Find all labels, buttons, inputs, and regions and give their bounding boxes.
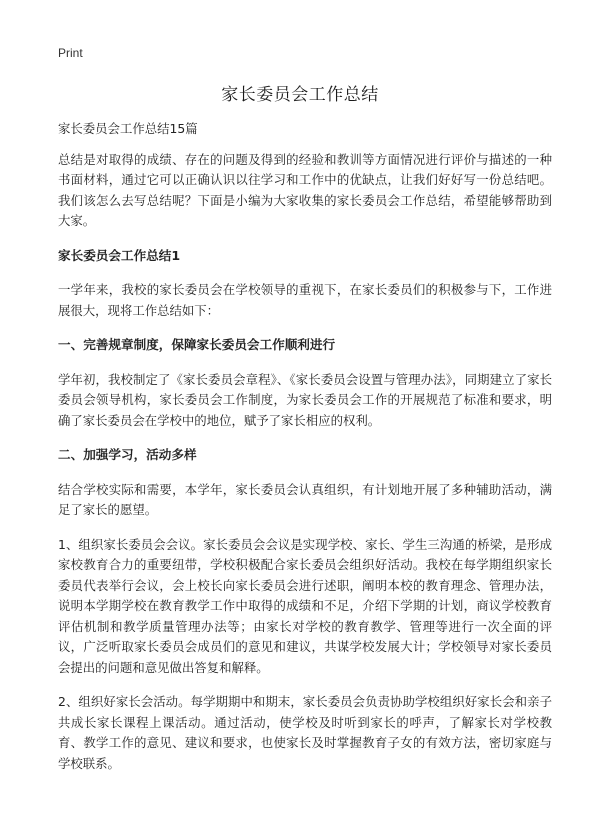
summary-intro-paragraph: 一学年来，我校的家长委员会在学校领导的重视下，在家长委员们的积极参与下，工作进展很大，现将工作总结如下： bbox=[58, 282, 552, 318]
document-subtitle: 家长委员会工作总结15篇 bbox=[58, 121, 198, 136]
print-label: Print bbox=[58, 46, 83, 60]
section-1-paragraph: 学年初，我校制定了《家长委员会章程》、《家长委员会设置与管理办法》，同期建立了家长委员会领导机构，家长委员会工作制度，为家长委员会工作的开展规范了标准和要求，明确了家长委员会在学校中的地位，赋予了家长相应的权利。 bbox=[58, 371, 552, 428]
page-title: 家长委员会工作总结 bbox=[221, 85, 379, 105]
section-heading-1: 一、完善规章制度，保障家长委员会工作顺利进行 bbox=[58, 337, 336, 352]
section-2-paragraph: 结合学校实际和需要，本学年，家长委员会认真组织，有计划地开展了多种辅助活动，满足了家长的愿望。 bbox=[58, 481, 552, 517]
summary-heading: 家长委员会工作总结1 bbox=[58, 247, 181, 263]
list-item-2: 2、组织好家长会活动。每学期期中和期末，家长委员会负责协助学校组织好家长会和亲子共成长家长课程上课活动。通过活动，使学校及时听到家长的呼声，了解家长对学校教育、教学工作的意见、建议和要求，也使家长及时掌握教育子女的有效方法，密切家庭与学校联系。 bbox=[58, 694, 552, 771]
list-item-1: 1、组织家长委员会会议。家长委员会会议是实现学校、家长、学生三沟通的桥梁，是形成家校教育合力的重要纽带，学校积极配合家长委员会组织好活动。我校在每学期组织家长委员代表举行会议，会上校长向家长委员会进行述职，阐明本校的教育理念、管理办法，说明本学期学校在教育教学工作中取得的成绩和不足，介绍下学期的计划，商议学校教育评估机制和教学质量管理办法等；由家长对学校的教育教学、管理等进行一次全面的评议，广泛听取家长委员会成员们的意见和建议，共谋学校发展大计；学校领导对家长委员会提出的问题和意见做出答复和解释。 bbox=[58, 536, 552, 675]
section-heading-2: 二、加强学习，活动多样 bbox=[58, 447, 197, 462]
intro-paragraph: 总结是对取得的成绩、存在的问题及得到的经验和教训等方面情况进行评价与描述的一种书面材料，通过它可以正确认识以往学习和工作中的优缺点，让我们好好写一份总结吧。我们该怎么去写总结呢？下面是小编为大家收集的家长委员会工作总结，希望能够帮助到大家。 bbox=[58, 151, 552, 228]
document-body bbox=[58, 119, 552, 788]
